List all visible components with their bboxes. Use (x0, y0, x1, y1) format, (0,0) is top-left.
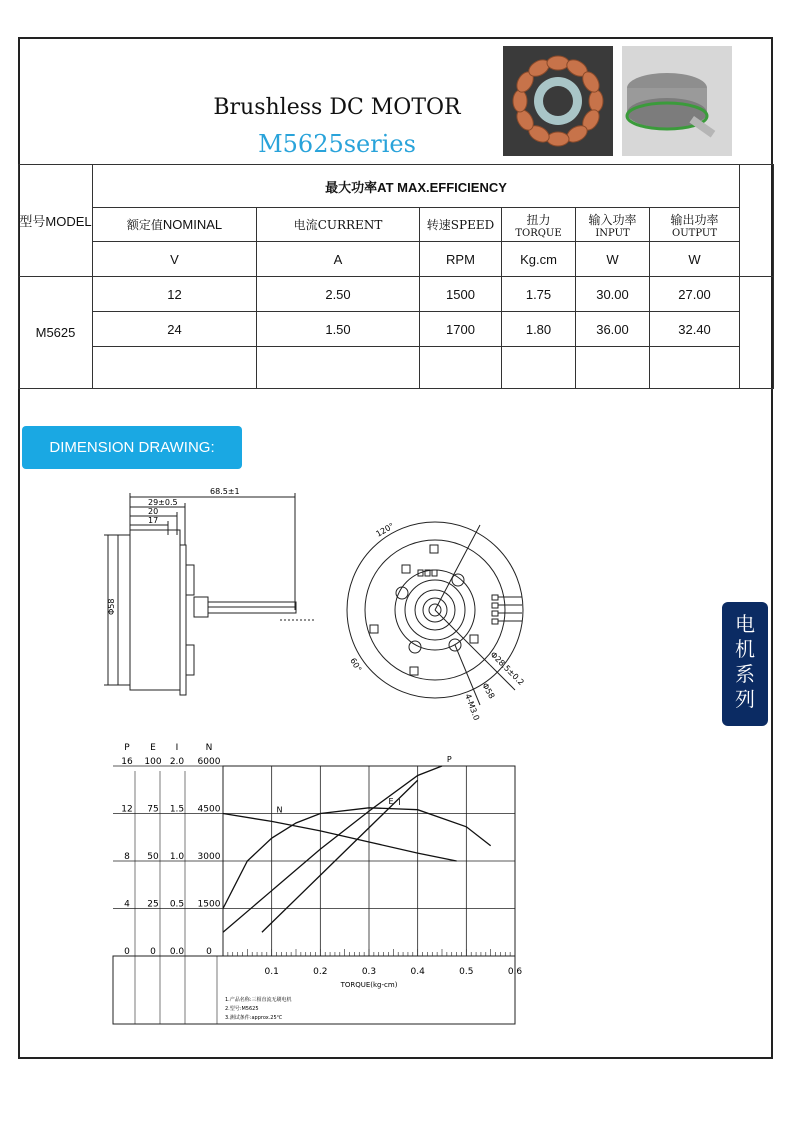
cell (420, 347, 502, 389)
x-tick-label: 0.3 (361, 967, 377, 977)
x-tick-label: 0.6 (507, 967, 523, 977)
axis-header: I (175, 743, 179, 753)
cell: 36.00 (576, 312, 650, 347)
coil (547, 132, 569, 146)
axis-tick-label: 6000 (197, 757, 221, 767)
cell (257, 347, 420, 389)
dimension-drawing-label: DIMENSION DRAWING: (22, 426, 242, 469)
series-line-I (262, 780, 418, 932)
axis-tick-label: 16 (121, 757, 133, 767)
coil (513, 90, 527, 112)
axis-tick-label: 0 (206, 947, 212, 957)
spec-table (18, 164, 774, 389)
cell (650, 347, 740, 389)
series-label: E (388, 796, 394, 806)
axis-header: E (150, 743, 156, 753)
coil (547, 56, 569, 70)
column-header-en: CURRENT (317, 218, 383, 232)
table-row (19, 347, 774, 389)
column-header-en: OUTPUT (672, 227, 717, 239)
angle-label: 120° (374, 521, 396, 539)
axis-tick-label: 100 (144, 757, 162, 767)
chart-footnote: 1.产品名称:三相直流无刷电机 (225, 997, 292, 1003)
callout-label: 4-M3.0 (463, 692, 482, 722)
cell: 1.75 (502, 277, 576, 312)
dim-label: 17 (148, 516, 159, 525)
series-label: N (276, 805, 283, 815)
model-label: 型号MODEL (19, 165, 93, 277)
group-header: 最大功率AT MAX.EFFICIENCY (93, 165, 740, 208)
column-header-en: NOMINAL (162, 217, 223, 232)
x-tick-label: 0.4 (410, 967, 425, 977)
chart-footnote: 2.型号:M5625 (225, 1006, 259, 1012)
cell (93, 347, 257, 389)
column-header-cn: 额定值 (126, 218, 163, 232)
model-value: M5625 (19, 277, 93, 389)
cell: 1700 (420, 312, 502, 347)
axis-tick-label: 0 (150, 947, 156, 957)
column-header-en: INPUT (595, 227, 630, 239)
unit-cell: W (650, 242, 740, 277)
cell: 24 (93, 312, 257, 347)
cell: 1.50 (257, 312, 420, 347)
page-subtitle: M5625series (258, 130, 416, 158)
dim-label: 68.5±1 (210, 487, 240, 496)
motor-photo (622, 46, 732, 156)
blank-column (740, 165, 774, 277)
unit-cell: V (93, 242, 257, 277)
column-header (502, 208, 576, 242)
column-header (257, 208, 420, 242)
axis-tick-label: 75 (147, 804, 159, 815)
axis-tick-label: 8 (124, 852, 130, 862)
axis-tick-label: 25 (147, 899, 159, 910)
table-row (19, 277, 774, 312)
stator-photo (503, 46, 613, 156)
axis-tick-label: 4 (124, 899, 130, 910)
side-tab-char: 系 (735, 662, 755, 686)
unit-cell: RPM (420, 242, 502, 277)
x-tick-label: 0.5 (459, 967, 474, 977)
axis-tick-label: 12 (121, 804, 133, 815)
callout-label: Φ28.5±0.2 (488, 650, 526, 688)
table-row (19, 312, 774, 347)
column-header (420, 208, 502, 242)
unit-row (19, 242, 774, 277)
side-tab-char: 机 (735, 637, 755, 661)
axis-header: P (124, 743, 130, 753)
cell: 30.00 (576, 277, 650, 312)
unit-cell: A (257, 242, 420, 277)
side-tab (722, 602, 768, 726)
column-header-en: SPEED (450, 218, 495, 232)
cell (576, 347, 650, 389)
axis-tick-label: 1500 (197, 899, 221, 910)
side-tab-char: 电 (735, 612, 755, 636)
side-tab-char: 列 (735, 687, 755, 711)
callout-label: Φ58 (480, 681, 497, 701)
dim-label: 29±0.5 (148, 498, 178, 507)
axis-tick-label: 50 (147, 852, 159, 862)
x-tick-label: 0.1 (264, 967, 279, 977)
coil (589, 90, 603, 112)
column-header-cn: 输入功率 (588, 212, 637, 227)
performance-chart (105, 738, 525, 1028)
x-axis-label: TORQUE(kg-cm) (340, 981, 398, 989)
column-header (650, 208, 740, 242)
cell: 1.80 (502, 312, 576, 347)
series-label: I (398, 797, 401, 807)
dim-label: Φ58 (107, 598, 116, 615)
cell: 32.40 (650, 312, 740, 347)
front-view-drawing (340, 515, 540, 730)
axis-tick-label: 0.5 (169, 899, 185, 910)
axis-tick-label: 1.5 (169, 804, 185, 815)
cell: 27.00 (650, 277, 740, 312)
x-tick-label: 0.2 (313, 967, 328, 977)
cell: 1500 (420, 277, 502, 312)
dim-label: 20 (148, 507, 159, 516)
axis-header: N (205, 743, 213, 753)
unit-cell: W (576, 242, 650, 277)
side-view-drawing (100, 485, 330, 710)
series-line-N (223, 814, 457, 862)
column-header-en: TORQUE (515, 227, 562, 239)
series-line-P (223, 766, 442, 932)
axis-tick-label: 1.0 (169, 852, 185, 862)
series-label: P (446, 755, 452, 764)
column-header-cn: 转速 (426, 218, 451, 232)
axis-tick-label: 4500 (197, 804, 221, 815)
column-header-cn: 输出功率 (670, 212, 719, 227)
series-line-E (223, 805, 491, 909)
unit-cell: Kg.cm (502, 242, 576, 277)
cell: 2.50 (257, 277, 420, 312)
chart-footnote: 3.测试条件:approx.25℃ (225, 1015, 283, 1021)
axis-tick-label: 0.0 (169, 947, 185, 957)
column-header-cn: 电流 (293, 218, 318, 232)
axis-tick-label: 2.0 (169, 757, 185, 767)
axis-tick-label: 0 (124, 947, 130, 957)
cell: 12 (93, 277, 257, 312)
angle-label: 60° (348, 656, 364, 674)
cell (502, 347, 576, 389)
blank-column (740, 277, 774, 389)
column-header (576, 208, 650, 242)
page-title: Brushless DC MOTOR (213, 95, 461, 120)
axis-tick-label: 3000 (197, 852, 221, 862)
column-header-row (19, 208, 774, 242)
column-header (93, 208, 257, 242)
column-header-cn: 扭力 (526, 212, 551, 227)
